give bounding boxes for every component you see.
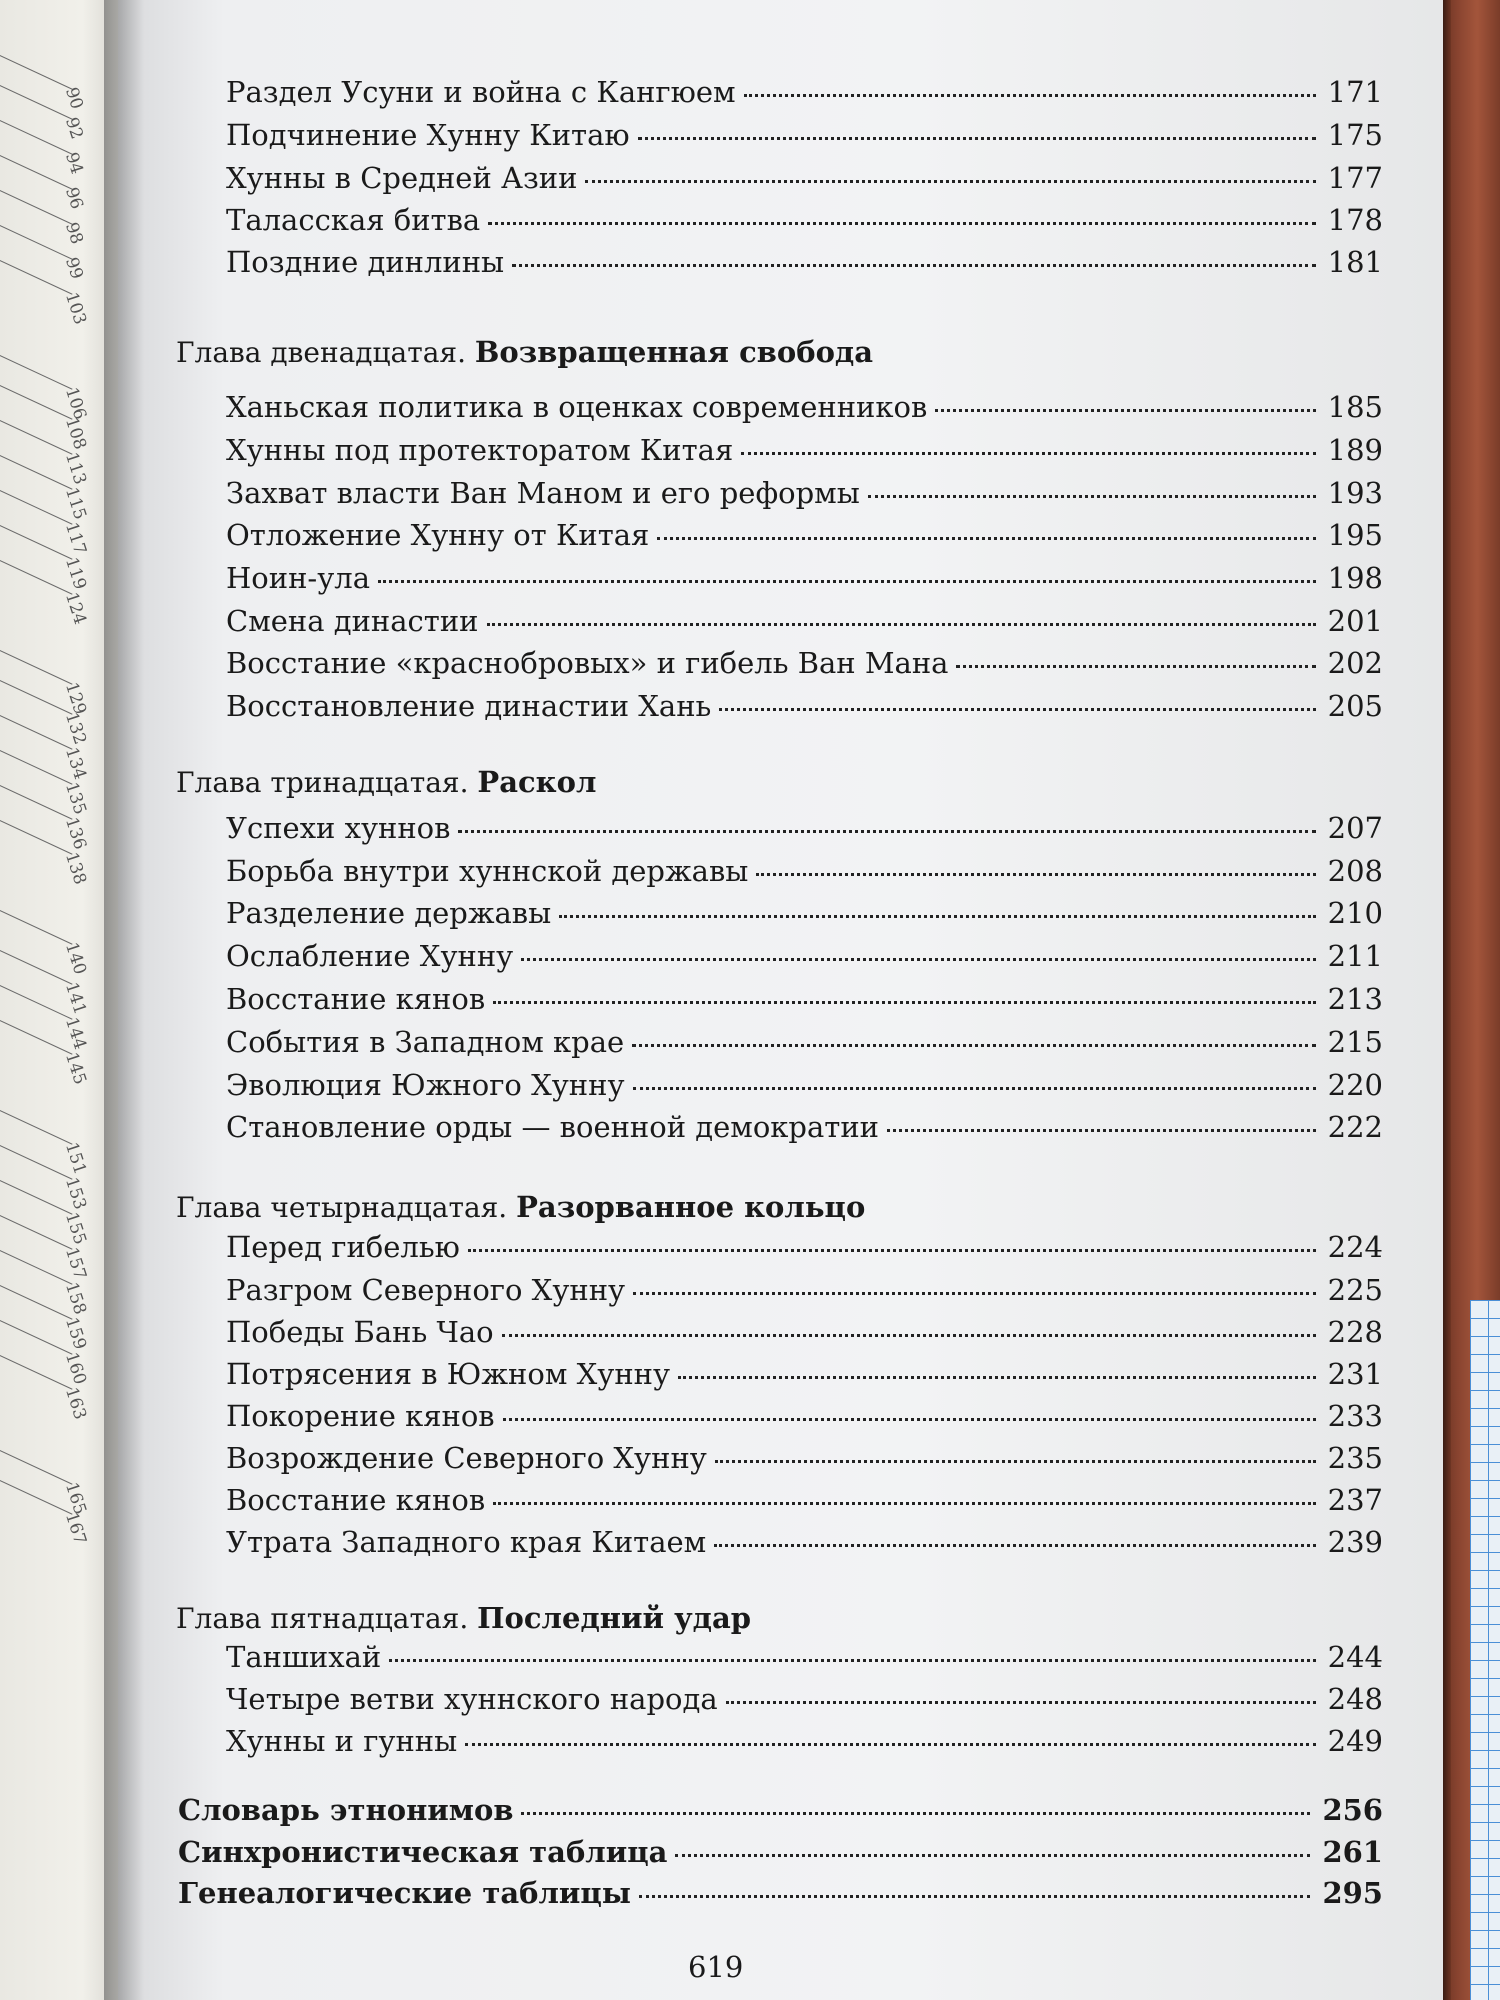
dot-leader: [726, 1701, 1316, 1704]
left-page-leader: [0, 950, 73, 985]
toc-entry[interactable]: [226, 1522, 1383, 1562]
left-page-leader: [0, 650, 73, 685]
left-page-leader: [0, 1450, 73, 1485]
left-page-number: 106: [60, 385, 91, 423]
left-page-number: 113: [60, 450, 91, 488]
toc-entry[interactable]: [226, 1637, 1383, 1677]
toc-entry-title: Восстание «краснобровых» и гибель Ван Мана: [226, 646, 949, 680]
toc-entry-title: События в Западном крае: [226, 1025, 625, 1059]
toc-entry[interactable]: [226, 643, 1383, 683]
toc-entry-title: Ноин-ула: [226, 561, 370, 595]
toc-entry[interactable]: [226, 1270, 1383, 1310]
left-page-number: 99: [60, 255, 87, 282]
toc-entry[interactable]: [226, 200, 1383, 240]
toc-entry-title: Утрата Западного края Китаем: [226, 1525, 707, 1559]
toc-entry-title: Разделение державы: [226, 896, 552, 930]
toc-entry-title: Хунны под протекторатом Китая: [226, 433, 734, 467]
toc-entry-title: Покорение кянов: [226, 1399, 495, 1433]
dot-leader: [868, 495, 1316, 498]
toc-entry-page: 177: [1327, 161, 1383, 195]
left-page-number: 108: [60, 415, 91, 453]
left-page-number: 132: [60, 710, 91, 748]
chapter-prefix: Глава пятнадцатая.: [176, 1602, 469, 1635]
chapter-title: Разорванное кольцо: [516, 1190, 866, 1224]
dot-leader: [744, 94, 1316, 97]
dot-leader: [503, 1418, 1316, 1421]
left-page-number: 124: [60, 590, 91, 628]
chapter-heading[interactable]: [176, 1598, 751, 1639]
toc-entry-page: 224: [1327, 1230, 1383, 1264]
toc-entry-title: Таншихай: [226, 1640, 382, 1674]
chapter-prefix: Глава тринадцатая.: [176, 766, 469, 799]
toc-entry-page: 220: [1327, 1068, 1383, 1102]
toc-entry-title: Борьба внутри хуннской державы: [226, 854, 749, 888]
dot-leader: [488, 222, 1315, 225]
toc-entry[interactable]: [226, 515, 1383, 555]
dot-leader: [632, 1044, 1315, 1047]
toc-entry[interactable]: [226, 979, 1383, 1019]
toc-entry-page: 175: [1327, 118, 1383, 152]
page-number: 619: [688, 1950, 744, 1984]
toc-entry[interactable]: [226, 115, 1383, 155]
toc-entry[interactable]: [226, 601, 1383, 641]
toc-entry-page: 211: [1327, 939, 1383, 973]
toc-entry[interactable]: [226, 686, 1383, 726]
dot-leader: [657, 537, 1315, 540]
toc-entry-title: Ослабление Хунну: [226, 939, 514, 973]
toc-entry[interactable]: [226, 851, 1383, 891]
left-page-number: 167: [60, 1510, 91, 1548]
toc-entry-title: Возрождение Северного Хунну: [226, 1441, 707, 1475]
dot-leader: [719, 708, 1315, 711]
chapter-prefix: Глава двенадцатая.: [176, 336, 466, 369]
left-page-number: 90: [60, 85, 87, 112]
toc-entry-page: 228: [1327, 1315, 1383, 1349]
dot-leader: [639, 1895, 1311, 1898]
dot-leader: [887, 1129, 1316, 1132]
left-page-number: 140: [60, 940, 91, 978]
chapter-title: Возвращенная свобода: [474, 335, 874, 369]
dot-leader: [521, 1812, 1310, 1815]
toc-entry[interactable]: [226, 1480, 1383, 1520]
toc-entry-page: 208: [1327, 854, 1383, 888]
toc-entry-title: Словарь этнонимов: [178, 1793, 514, 1827]
toc-entry-page: 195: [1327, 518, 1383, 552]
chapter-title: Раскол: [477, 765, 597, 799]
left-page-number: 98: [60, 220, 87, 247]
toc-entry-page: 171: [1327, 75, 1383, 109]
left-page-number: 157: [60, 1245, 91, 1283]
dot-leader: [756, 873, 1315, 876]
left-page-number: 158: [60, 1280, 91, 1318]
left-page-number: 119: [60, 555, 91, 593]
left-page-number: 141: [60, 980, 91, 1018]
toc-entry-page: 256: [1322, 1793, 1383, 1827]
dot-leader: [493, 1001, 1315, 1004]
left-page-leader: [0, 355, 73, 390]
toc-entry-title: Раздел Усуни и война с Кангюем: [226, 75, 736, 109]
left-page-number: 153: [60, 1175, 91, 1213]
toc-entry-page: 222: [1327, 1110, 1383, 1144]
toc-entry-page: 235: [1327, 1441, 1383, 1475]
book-gutter: [104, 0, 144, 2000]
toc-entry[interactable]: [226, 1721, 1383, 1761]
left-page-number: 96: [60, 185, 87, 212]
dot-leader: [741, 452, 1315, 455]
toc-entry-title: Потрясения в Южном Хунну: [226, 1357, 671, 1391]
dot-leader: [678, 1376, 1316, 1379]
graph-paper: [1470, 1300, 1500, 2000]
toc-entry-title: Восстание кянов: [226, 982, 486, 1016]
dot-leader: [487, 623, 1316, 626]
toc-entry-title: Хунны в Средней Азии: [226, 161, 578, 195]
toc-entry-page: 248: [1327, 1682, 1383, 1716]
left-page-number: 160: [60, 1350, 91, 1388]
toc-entry[interactable]: [226, 158, 1383, 198]
toc-entry[interactable]: [226, 1065, 1383, 1105]
toc-entry-title: Таласская битва: [226, 203, 481, 237]
left-page-number: 159: [60, 1315, 91, 1353]
toc-entry-page: 193: [1327, 476, 1383, 510]
previous-page-edge: [0, 0, 118, 2000]
dot-leader: [468, 1249, 1316, 1252]
left-page-leader: [0, 910, 73, 945]
toc-entry-page: 181: [1327, 245, 1383, 279]
left-page-number: 117: [60, 520, 91, 558]
left-page-number: 92: [60, 115, 87, 142]
toc-entry-title: Смена династии: [226, 604, 479, 638]
toc-backmatter-entry[interactable]: [178, 1790, 1383, 1830]
toc-entry-title: Ханьская политика в оценках современников: [226, 390, 928, 424]
toc-entry-title: Становление орды — военной демократии: [226, 1110, 879, 1144]
left-page-number: 163: [60, 1385, 91, 1423]
toc-entry-page: 239: [1327, 1525, 1383, 1559]
toc-entry-page: 215: [1327, 1025, 1383, 1059]
left-page-leader: [0, 1110, 73, 1145]
dot-leader: [715, 1460, 1316, 1463]
chapter-title: Последний удар: [477, 1601, 752, 1635]
toc-entry-page: 249: [1327, 1724, 1383, 1758]
left-page-leader: [0, 55, 73, 90]
toc-entry[interactable]: [226, 1227, 1383, 1267]
toc-entry[interactable]: [226, 1354, 1383, 1394]
toc-entry-page: 233: [1327, 1399, 1383, 1433]
toc-entry-title: Успехи хуннов: [226, 811, 451, 845]
left-page-number: 103: [60, 290, 91, 328]
toc-entry-page: 205: [1327, 689, 1383, 723]
toc-entry-title: Поздние динлины: [226, 245, 505, 279]
dot-leader: [559, 915, 1315, 918]
toc-entry-title: Синхронистическая таблица: [178, 1835, 668, 1869]
chapter-heading[interactable]: [176, 1187, 865, 1228]
dot-leader: [521, 958, 1315, 961]
left-page-number: 155: [60, 1210, 91, 1248]
toc-entry[interactable]: [226, 893, 1383, 933]
dot-leader: [714, 1544, 1315, 1547]
dot-leader: [465, 1743, 1315, 1746]
toc-entry[interactable]: [226, 1396, 1383, 1436]
toc-entry-title: Подчинение Хунну Китаю: [226, 118, 630, 152]
toc-entry-page: 225: [1327, 1273, 1383, 1307]
toc-entry-title: Генеалогические таблицы: [178, 1876, 631, 1910]
toc-entry-page: 213: [1327, 982, 1383, 1016]
toc-entry-title: Эволюция Южного Хунну: [226, 1068, 625, 1102]
toc-entry[interactable]: [226, 1679, 1383, 1719]
toc-entry-title: Отложение Хунну от Китая: [226, 518, 650, 552]
left-page-number: 165: [60, 1480, 91, 1518]
toc-entry-title: Разгром Северного Хунну: [226, 1273, 626, 1307]
left-page-number: 115: [60, 485, 91, 523]
toc-backmatter-entry[interactable]: [178, 1832, 1383, 1872]
dot-leader: [458, 830, 1315, 833]
left-page-number: 135: [60, 780, 91, 818]
toc-entry[interactable]: [226, 1438, 1383, 1478]
dot-leader: [585, 180, 1315, 183]
toc-entry[interactable]: [226, 242, 1383, 282]
left-page-number: 134: [60, 745, 91, 783]
chapter-heading[interactable]: [176, 332, 873, 373]
toc-page: [118, 0, 1443, 2000]
toc-entry-page: 261: [1322, 1835, 1383, 1869]
toc-entry-title: Восстание кянов: [226, 1483, 486, 1517]
toc-entry-page: 237: [1327, 1483, 1383, 1517]
dot-leader: [935, 409, 1315, 412]
dot-leader: [502, 1334, 1316, 1337]
toc-entry-page: 207: [1327, 811, 1383, 845]
toc-entry-title: Хунны и гунны: [226, 1724, 458, 1758]
dot-leader: [389, 1659, 1315, 1662]
toc-entry-page: 202: [1327, 646, 1383, 680]
toc-entry-title: Восстановление династии Хань: [226, 689, 712, 723]
toc-entry[interactable]: [226, 473, 1383, 513]
toc-entry-page: 185: [1327, 390, 1383, 424]
toc-entry-title: Победы Бань Чао: [226, 1315, 494, 1349]
toc-entry-page: 295: [1322, 1876, 1383, 1910]
toc-entry-title: Захват власти Ван Маном и его реформы: [226, 476, 860, 510]
toc-entry[interactable]: [226, 558, 1383, 598]
toc-entry[interactable]: [226, 1312, 1383, 1352]
toc-backmatter-entry[interactable]: [178, 1873, 1383, 1913]
toc-entry[interactable]: [226, 808, 1383, 848]
left-page-number: 138: [60, 850, 91, 888]
toc-entry-page: 198: [1327, 561, 1383, 595]
toc-entry[interactable]: [226, 936, 1383, 976]
toc-entry-page: 178: [1327, 203, 1383, 237]
chapter-heading[interactable]: [176, 762, 596, 803]
toc-entry[interactable]: [226, 387, 1383, 427]
dot-leader: [493, 1502, 1315, 1505]
toc-entry-title: Перед гибелью: [226, 1230, 460, 1264]
toc-entry-title: Четыре ветви хуннского народа: [226, 1682, 718, 1716]
toc-entry-page: 210: [1327, 896, 1383, 930]
toc-entry[interactable]: [226, 430, 1383, 470]
dot-leader: [956, 665, 1315, 668]
left-page-number: 144: [60, 1015, 91, 1053]
toc-entry[interactable]: [226, 1107, 1383, 1147]
chapter-prefix: Глава четырнадцатая.: [176, 1191, 508, 1224]
dot-leader: [633, 1087, 1316, 1090]
left-page-number: 151: [60, 1140, 91, 1178]
toc-entry-page: 189: [1327, 433, 1383, 467]
toc-entry[interactable]: [226, 1022, 1383, 1062]
dot-leader: [675, 1854, 1310, 1857]
dot-leader: [638, 137, 1316, 140]
dot-leader: [633, 1292, 1316, 1295]
dot-leader: [378, 580, 1316, 583]
toc-entry-page: 231: [1327, 1357, 1383, 1391]
toc-entry-page: 201: [1327, 604, 1383, 638]
left-page-number: 136: [60, 815, 91, 853]
left-page-number: 145: [60, 1050, 91, 1088]
toc-entry-page: 244: [1327, 1640, 1383, 1674]
dot-leader: [512, 264, 1316, 267]
left-page-number: 129: [60, 680, 91, 718]
left-page-number: 94: [60, 150, 87, 177]
toc-entry[interactable]: [226, 72, 1383, 112]
